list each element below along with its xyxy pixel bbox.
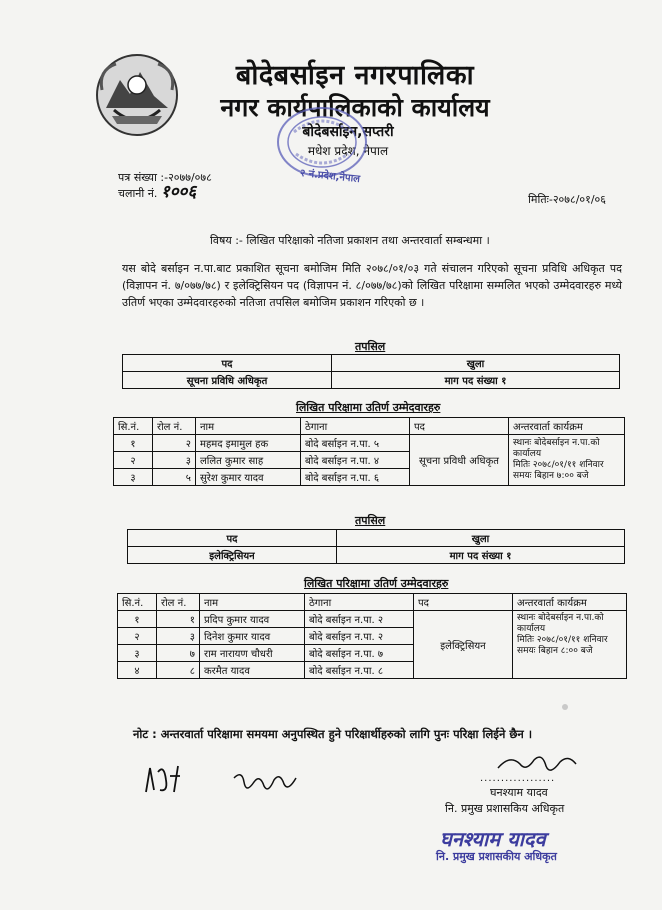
letter-subject: विषय :- लिखित परिक्षाको नतिजा प्रकाशन तथा अन्तरवार्ता सम्बन्धमा ।	[210, 234, 490, 247]
officer-stamp-name: घनश्याम यादव	[440, 827, 546, 851]
table-row	[114, 435, 625, 452]
nepal-emblem-icon	[92, 50, 182, 140]
letter-body: यस बोदे बर्साइन न.पा.बाट प्रकाशित सूचना बमोजिम मिति २०७८/०१/०३ गते संचालन गरिएको सूचना प्रविधि अधिकृत पद (विज्ञापन नं. ७/०७७/७८) र इलेक्ट्रिसियन पद (विज्ञापन नं. ८/०७७/७८)को लिखित परिक्षामा सम्मलित भएको उम्मेदवारहरु मध्ये उतिर्ण भएका उम्मेदवारहरुको नतिजा तपसिल बमोजिम प्रकाशन गरिएको छ ।	[122, 262, 622, 309]
col-post: पद	[410, 418, 509, 435]
row-address: बोदे बर्साइन न.पा. ८	[305, 662, 414, 679]
officer-title: नि. प्रमुख प्रशासकिय अधिकृत	[445, 802, 565, 815]
col-name: नाम	[196, 418, 301, 435]
row-roll: ३	[157, 628, 200, 645]
interview-time: समयः बिहान ७:०० बजे	[513, 471, 589, 481]
open-value: माग पद संख्या १	[337, 547, 625, 564]
interview-details	[513, 611, 627, 679]
row-name: करमैत यादव	[200, 662, 305, 679]
interview-date: मितिः २०७८/०१/११ शनिवार	[513, 460, 604, 470]
letter-date: मितिः-२०७८/०१/०६	[528, 193, 606, 206]
interview-time: समयः बिहान ८:०० बजे	[517, 646, 593, 656]
post-value: सूचना प्रविधि अधिकृत	[123, 372, 332, 389]
seal-text: २ नं.प्रदेश,नेपाल	[299, 167, 361, 186]
section1-tapsil-caption: तपसिल	[355, 340, 386, 353]
row-roll: ५	[153, 469, 196, 486]
row-roll: २	[153, 435, 196, 452]
row-address: बोदे बर्साइन न.पा. ४	[301, 452, 410, 469]
office-province: मधेश प्रदेश, नेपाल	[307, 144, 389, 158]
office-name: नगर कार्यपालिकाको कार्यालय	[220, 93, 490, 122]
col-sn: सि.नं.	[118, 594, 157, 611]
table-header-row	[118, 594, 627, 611]
row-post: इलेक्ट्रिसियन	[414, 611, 513, 679]
col-interview: अन्तरवार्ता कार्यक्रम	[509, 418, 625, 435]
section1-list-caption: लिखित परिक्षामा उतिर्ण उम्मेदवारहरु	[296, 401, 441, 414]
section1-post-table	[122, 354, 620, 389]
row-address: बोदे बर्साइन न.पा. ५	[301, 435, 410, 452]
col-address: ठेगाना	[301, 418, 410, 435]
col-sn: सि.नं.	[114, 418, 153, 435]
section2-candidates-table	[117, 593, 627, 679]
notice-note: नोट : अन्तरवार्ता परिक्षामा समयमा अनुपस्थित हुने परिक्षार्थीहरुको लागि पुनः परिक्षा लिईने छैन ।	[133, 727, 533, 741]
interview-date: मितिः २०७८/०१/११ शनिवार	[517, 635, 608, 645]
row-sn: २	[114, 452, 153, 469]
row-sn: ३	[114, 469, 153, 486]
post-value: इलेक्ट्रिसियन	[128, 547, 337, 564]
dispatch-number-row	[118, 182, 212, 202]
row-address: बोदे बर्साइन न.पा. २	[305, 611, 414, 628]
signature-2	[230, 768, 300, 798]
row-address: बोदे बर्साइन न.पा. २	[305, 628, 414, 645]
row-roll: ३	[153, 452, 196, 469]
post-header: पद	[123, 355, 332, 372]
row-sn: १	[118, 611, 157, 628]
col-name: नाम	[200, 594, 305, 611]
table-row	[118, 611, 627, 628]
scan-speck	[562, 704, 568, 710]
row-sn: ४	[118, 662, 157, 679]
section2-list-caption: लिखित परिक्षामा उतिर्ण उम्मेदवारहरु	[304, 577, 449, 590]
row-address: बोदे बर्साइन न.पा. ७	[305, 645, 414, 662]
interview-venue: स्थानः बोदेबर्साइन न.पा.को कार्यालय	[517, 613, 604, 634]
section1-candidates-table	[113, 417, 625, 486]
officer-name: घनश्याम यादव	[490, 786, 548, 799]
interview-details	[509, 435, 625, 486]
post-header: पद	[128, 530, 337, 547]
row-roll: १	[157, 611, 200, 628]
open-value: माग पद संख्या १	[332, 372, 620, 389]
municipality-name: बोदेबर्साइन नगरपालिका	[235, 60, 475, 91]
col-roll: रोल नं.	[153, 418, 196, 435]
open-header: खुला	[332, 355, 620, 372]
row-post: सूचना प्रविधी अधिकृत	[410, 435, 509, 486]
table-header-row	[114, 418, 625, 435]
dispatch-label: चलानी नं.	[118, 187, 158, 200]
row-name: राम नारायण चौधरी	[200, 645, 305, 662]
signature-1	[140, 762, 200, 798]
col-roll: रोल नं.	[157, 594, 200, 611]
reference-block	[118, 170, 212, 201]
letter-number: पत्र संख्या :-२०७७/०७८	[118, 171, 212, 184]
row-sn: २	[118, 628, 157, 645]
row-address: बोदे बर्साइन न.पा. ६	[301, 469, 410, 486]
row-name: प्रदिप कुमार यादव	[200, 611, 305, 628]
section2-post-table	[127, 529, 625, 564]
dispatch-number: १००६	[160, 182, 197, 202]
row-roll: ७	[157, 645, 200, 662]
signature-line: ..................	[480, 773, 556, 784]
open-header: खुला	[337, 530, 625, 547]
section2-tapsil-caption: तपसिल	[355, 514, 386, 527]
officer-stamp-title: नि. प्रमुख प्रशासकीय अधिकृत	[436, 850, 557, 863]
interview-venue: स्थानः बोदेबर्साइन न.पा.को कार्यालय	[513, 438, 600, 459]
col-address: ठेगाना	[305, 594, 414, 611]
row-name: सुरेश कुमार यादव	[196, 469, 301, 486]
col-interview: अन्तरवार्ता कार्यक्रम	[513, 594, 627, 611]
row-sn: ३	[118, 645, 157, 662]
office-location: बोदेबर्साइन,सप्तरी	[302, 124, 394, 140]
row-name: महमद इमामुल हक	[196, 435, 301, 452]
col-post: पद	[414, 594, 513, 611]
row-name: दिनेश कुमार यादव	[200, 628, 305, 645]
row-sn: १	[114, 435, 153, 452]
row-roll: ८	[157, 662, 200, 679]
row-name: ललित कुमार साह	[196, 452, 301, 469]
